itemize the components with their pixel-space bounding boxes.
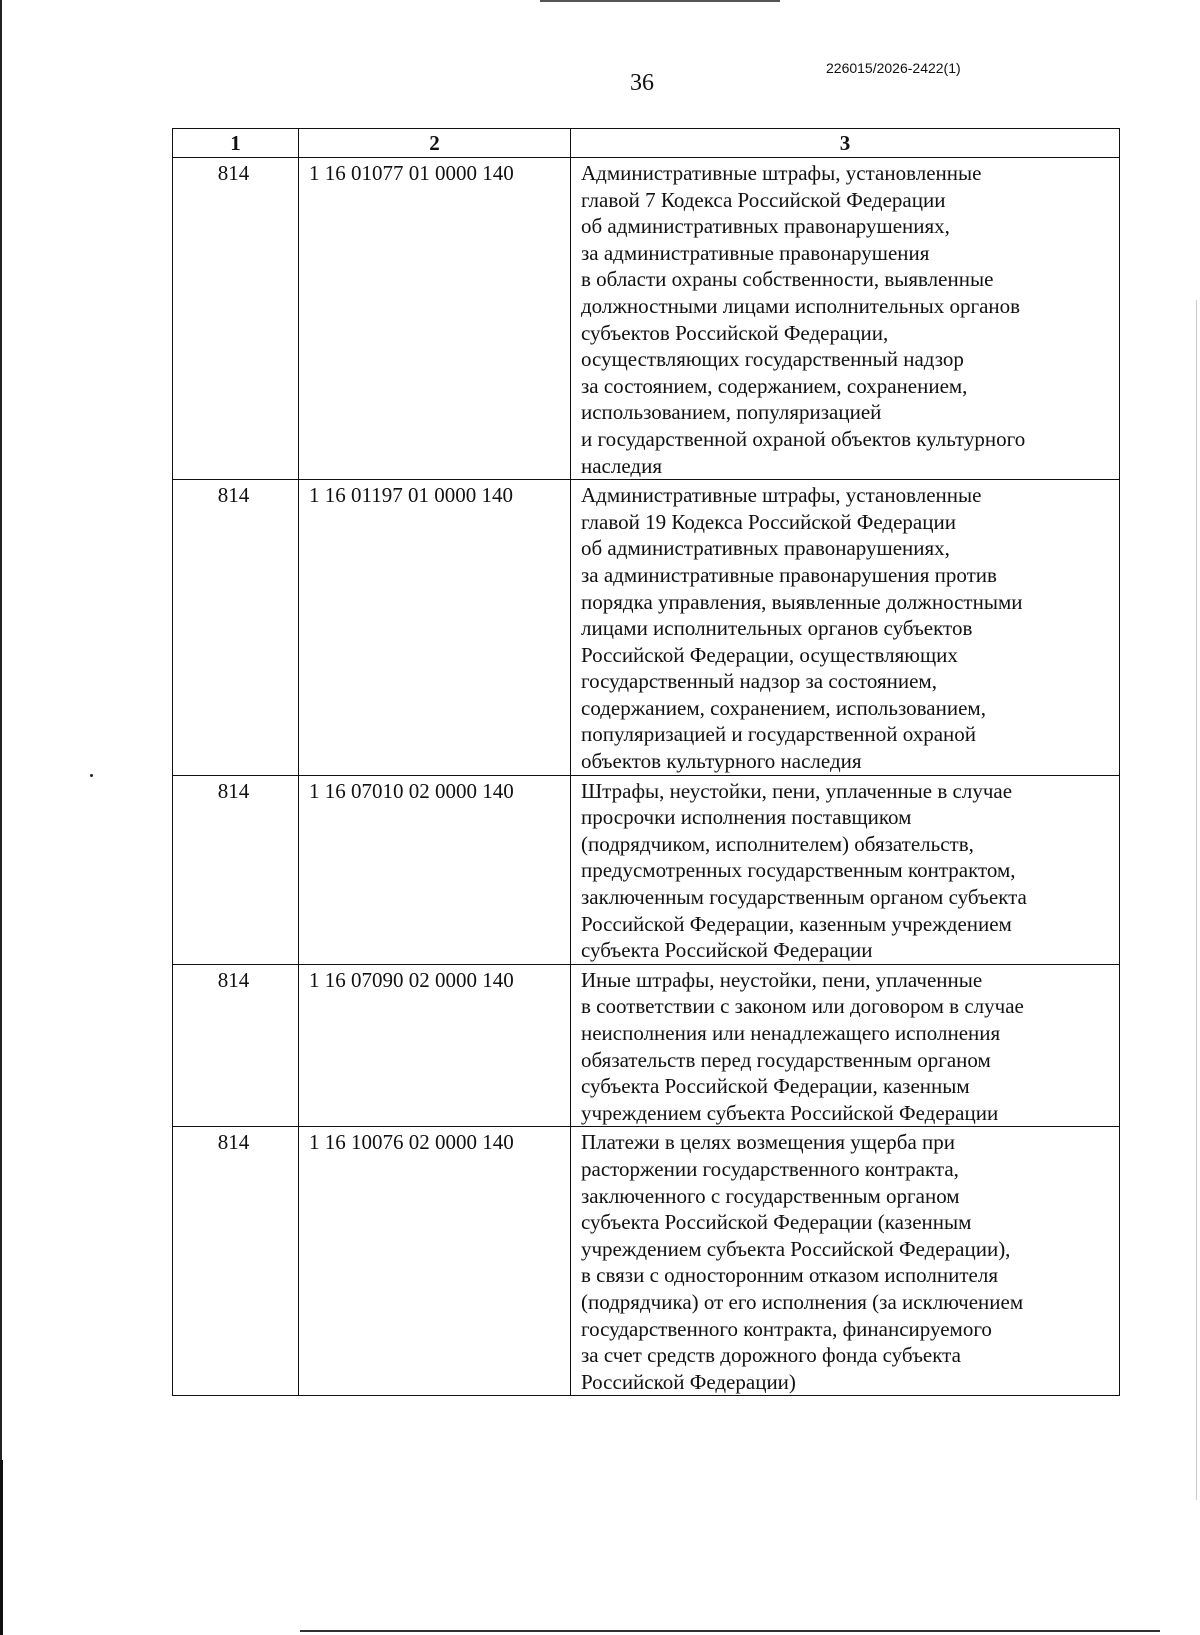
description-line: за состоянием, содержанием, сохранением, <box>581 373 968 398</box>
description-line: порядка управления, выявленные должностными <box>581 589 1023 614</box>
page-number: 36 <box>630 70 654 96</box>
description-line: Штрафы, неустойки, пени, уплаченные в случае <box>581 778 1013 803</box>
description-line: об административных правонарушениях, <box>581 536 950 561</box>
description-line: расторжении государственного контракта, <box>581 1156 959 1181</box>
description-cell <box>571 480 1120 776</box>
table-row <box>173 1127 1120 1396</box>
description-cell <box>571 158 1120 480</box>
description-line: (подрядчиком, исполнителем) обязательств, <box>581 831 974 856</box>
column-header-1: 1 <box>173 129 299 158</box>
description-line: Российской Федерации, казенным учреждением <box>581 911 1012 936</box>
description-line: государственного контракта, финансируемого <box>581 1316 992 1341</box>
description-line: об административных правонарушениях, <box>581 214 950 239</box>
description-line: за административные правонарушения против <box>581 562 997 587</box>
description-line: наследия <box>581 453 662 478</box>
description-line: в соответствии с законом или договором в случае <box>581 994 1024 1019</box>
scan-edge-left-bottom <box>0 1460 3 1635</box>
admin-code-cell: 814 <box>173 1127 299 1396</box>
description-line: осуществляющих государственный надзор <box>581 347 964 372</box>
description-line: Иные штрафы, неустойки, пени, уплаченные <box>581 967 983 992</box>
description-cell <box>571 964 1120 1127</box>
description-line: лицами исполнительных органов субъектов <box>581 616 973 641</box>
description-line: субъекта Российской Федерации, казенным <box>581 1074 970 1099</box>
table-row <box>173 480 1120 776</box>
description-line: просрочки исполнения поставщиком <box>581 805 912 830</box>
description-line: Российской Федерации) <box>581 1369 796 1394</box>
description-line: Платежи в целях возмещения ущерба при <box>581 1130 956 1155</box>
description-line: заключенным государственным органом субъекта <box>581 885 1027 910</box>
kbk-code-cell: 1 16 07090 02 0000 140 <box>299 964 571 1127</box>
kbk-code-cell: 1 16 10076 02 0000 140 <box>299 1127 571 1396</box>
description-line: предусмотренных государственным контрактом, <box>581 858 1016 883</box>
table-row <box>173 964 1120 1127</box>
description-line: содержанием, сохранением, использованием, <box>581 695 986 720</box>
kbk-code-cell: 1 16 07010 02 0000 140 <box>299 775 571 964</box>
admin-code-cell: 814 <box>173 480 299 776</box>
scan-artifact-bottom <box>300 1630 1160 1632</box>
column-header-3: 3 <box>571 129 1120 158</box>
description-line: в связи с односторонним отказом исполнителя <box>581 1263 998 1288</box>
description-line: субъекта Российской Федерации <box>581 938 873 963</box>
description-line: за административные правонарушения <box>581 240 930 265</box>
description-line: использованием, популяризацией <box>581 400 882 425</box>
description-line: популяризацией и государственной охраной <box>581 722 977 747</box>
description-cell <box>571 1127 1120 1396</box>
description-line: (подрядчика) от его исполнения (за исключением <box>581 1289 1024 1314</box>
description-line: и государственной охраной объектов культурного <box>581 426 1026 451</box>
description-line: субъектов Российской Федерации, <box>581 320 889 345</box>
description-line: главой 19 Кодекса Российской Федерации <box>581 509 956 534</box>
table-row <box>173 158 1120 480</box>
description-line: неисполнения или ненадлежащего исполнения <box>581 1021 1001 1045</box>
kbk-code-cell: 1 16 01197 01 0000 140 <box>299 480 571 776</box>
scan-edge-right <box>1196 300 1197 1500</box>
description-line: Административные штрафы, установленные <box>581 161 982 185</box>
table-body <box>173 158 1120 1396</box>
description-line: заключенного с государственным органом <box>581 1183 960 1208</box>
table-row <box>173 775 1120 964</box>
table-header <box>173 129 1120 158</box>
description-line: Административные штрафы, установленные <box>581 483 982 508</box>
document-code: 226015/2026-2422(1) <box>826 60 961 76</box>
description-line: в области охраны собственности, выявленные <box>581 267 994 292</box>
description-cell <box>571 775 1120 964</box>
description-line: объектов культурного наследия <box>581 749 862 774</box>
description-line: Российской Федерации, осуществляющих <box>581 642 958 667</box>
admin-code-cell: 814 <box>173 964 299 1127</box>
scan-artifact-top <box>540 0 780 2</box>
admin-code-cell: 814 <box>173 158 299 480</box>
scan-speck <box>90 774 93 777</box>
description-line: государственный надзор за состоянием, <box>581 669 937 694</box>
description-line: учреждением субъекта Российской Федерации <box>581 1100 999 1125</box>
scan-edge-left <box>0 0 2 1635</box>
description-line: обязательств перед государственным органом <box>581 1047 991 1072</box>
description-line: за счет средств дорожного фонда субъекта <box>581 1343 961 1368</box>
header-row <box>173 129 1120 158</box>
description-line: субъекта Российской Федерации (казенным <box>581 1210 972 1235</box>
description-line: должностными лицами исполнительных органов <box>581 293 1021 318</box>
admin-code-cell: 814 <box>173 775 299 964</box>
column-header-2: 2 <box>299 129 571 158</box>
description-line: учреждением субъекта Российской Федерации), <box>581 1236 1011 1261</box>
description-line: главой 7 Кодекса Российской Федерации <box>581 187 946 212</box>
kbk-table <box>172 128 1120 1396</box>
kbk-code-cell: 1 16 01077 01 0000 140 <box>299 158 571 480</box>
